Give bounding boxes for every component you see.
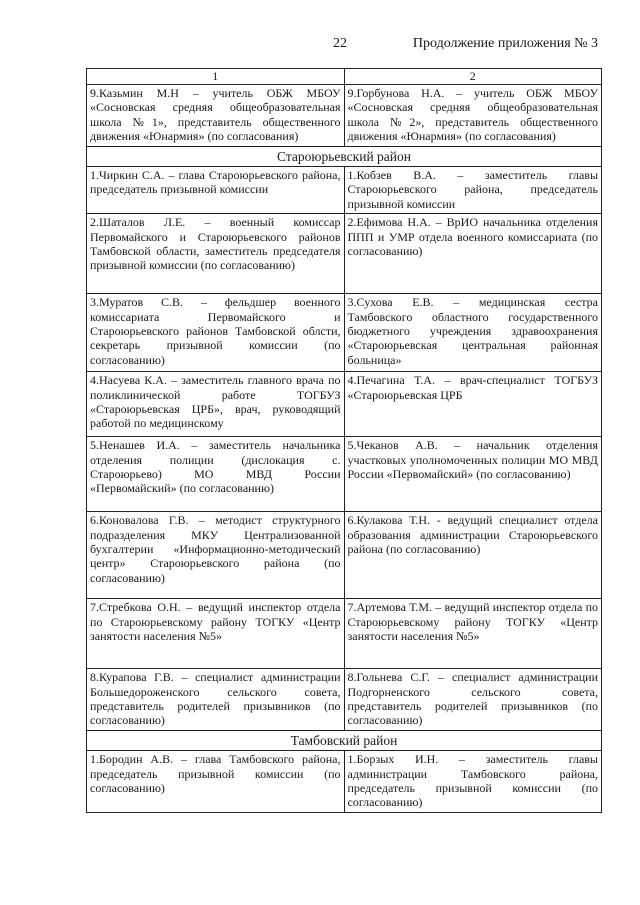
table-row [87, 669, 602, 731]
member-cell-left: 1.Чиркин С.А. – глава Староюрьевского района, председатель призывной комиссии [87, 167, 345, 214]
member-cell-left: 1.Бородин А.В. – глава Тамбовского района, председатель призывной комиссии (по согласованию) [87, 751, 345, 813]
member-cell-right: 4.Печагина Т.А. – врач-специалист ТОГБУЗ «Староюрьевская ЦРБ [344, 372, 602, 437]
table-row [87, 294, 602, 372]
commission-table [86, 68, 602, 813]
member-cell-right: 3.Сухова Е.В. – медицинская сестра Тамбовского областного государственного бюджетного учреждения здравоохранения «Староюрьевская центральная районная больница» [344, 294, 602, 372]
table-row [87, 512, 602, 599]
table-row [87, 214, 602, 294]
table-row [87, 85, 602, 147]
member-cell-right: 1.Кобзев В.А. – заместитель главы Староюрьевского района, председатель призывной комиссии [344, 167, 602, 214]
table-row [87, 372, 602, 437]
table-row [87, 751, 602, 813]
table-row [87, 167, 602, 214]
continuation-note: Продолжение приложения № 3 [412, 36, 598, 51]
member-cell-right: 5.Чеканов А.В. – начальник отделения участковых уполномоченных полиции МО МВД России «Первомайский» (по согласованию) [344, 437, 602, 512]
region-heading-row [87, 731, 602, 751]
member-cell-right: 1.Борзых И.Н. – заместитель главы администрации Тамбовского района, председатель призывной комиссии (по согласованию) [344, 751, 602, 813]
member-cell-left: 2.Шаталов Л.Е. – военный комиссар Первомайского и Староюрьевского районов Тамбовской области, заместитель председателя призывной комиссии (по согласованию) [87, 214, 345, 294]
page-header [0, 36, 640, 56]
member-cell-left: 7.Стребкова О.Н. – ведущий инспектор отдела по Староюрьевскому району ТОГКУ «Центр занятости населения №5» [87, 599, 345, 669]
region-heading-row [87, 147, 602, 167]
table-row [87, 599, 602, 669]
column-number-1: 1 [87, 69, 345, 85]
member-cell-left: 3.Муратов С.В. – фельдшер военного комиссариата Первомайского и Староюрьевского районов Тамбовской облсти, секретарь призывной комиссии (по согласованию) [87, 294, 345, 372]
member-cell-right: 9.Горбунова Н.А. – учитель ОБЖ МБОУ «Сосновская средняя общеобразовательная школа №2», представитель общественного движения «Юнармия» (по согласования) [344, 85, 602, 147]
region-heading: Староюрьевский район [87, 147, 602, 167]
page-number: 22 [333, 36, 347, 51]
member-cell-left: 6.Коновалова Г.В. – методист структурного подразделения МКУ Централизованной бухгалтерии «Информационно-методический центр» Староюрьевского района (по согласованию) [87, 512, 345, 599]
member-cell-right: 8.Гольнева С.Г. – специалист администрации Подгорненского сельского совета, представитель родителей призывников (по согласованию) [344, 669, 602, 731]
member-cell-right: 7.Артемова Т.М. – ведущий инспектор отдела по Староюрьевскому району ТОГКУ «Центр занятости населения №5» [344, 599, 602, 669]
member-cell-left: 4.Насуева К.А. – заместитель главного врача по поликлинической работе ТОГБУЗ «Староюрьевская ЦРБ», врач, руководящий работой по медицинскому [87, 372, 345, 437]
column-number-row [87, 69, 602, 85]
member-cell-right: 2.Ефимова Н.А. – ВрИО начальника отделения ППП и УМР отдела военного комиссариата (по согласованию) [344, 214, 602, 294]
table-row [87, 437, 602, 512]
member-cell-left: 9.Казьмин М.Н – учитель ОБЖ МБОУ «Сосновская средняя общеобразовательная школа №1», представитель общественного движения «Юнармия» (по согласования) [87, 85, 345, 147]
member-cell-right: 6.Кулакова Т.Н. - ведущий специалист отдела образования администрации Староюрьевского района (по согласованию) [344, 512, 602, 599]
region-heading: Тамбовский район [87, 731, 602, 751]
column-number-2: 2 [344, 69, 602, 85]
member-cell-left: 8.Курапова Г.В. – специалист администрации Большедороженского сельского совета, представитель родителей призывников (по согласованию) [87, 669, 345, 731]
member-cell-left: 5.Ненашев И.А. – заместитель начальника отделения полиции (дислокация с. Староюрьево) МО МВД России «Первомайский» (по согласованию) [87, 437, 345, 512]
